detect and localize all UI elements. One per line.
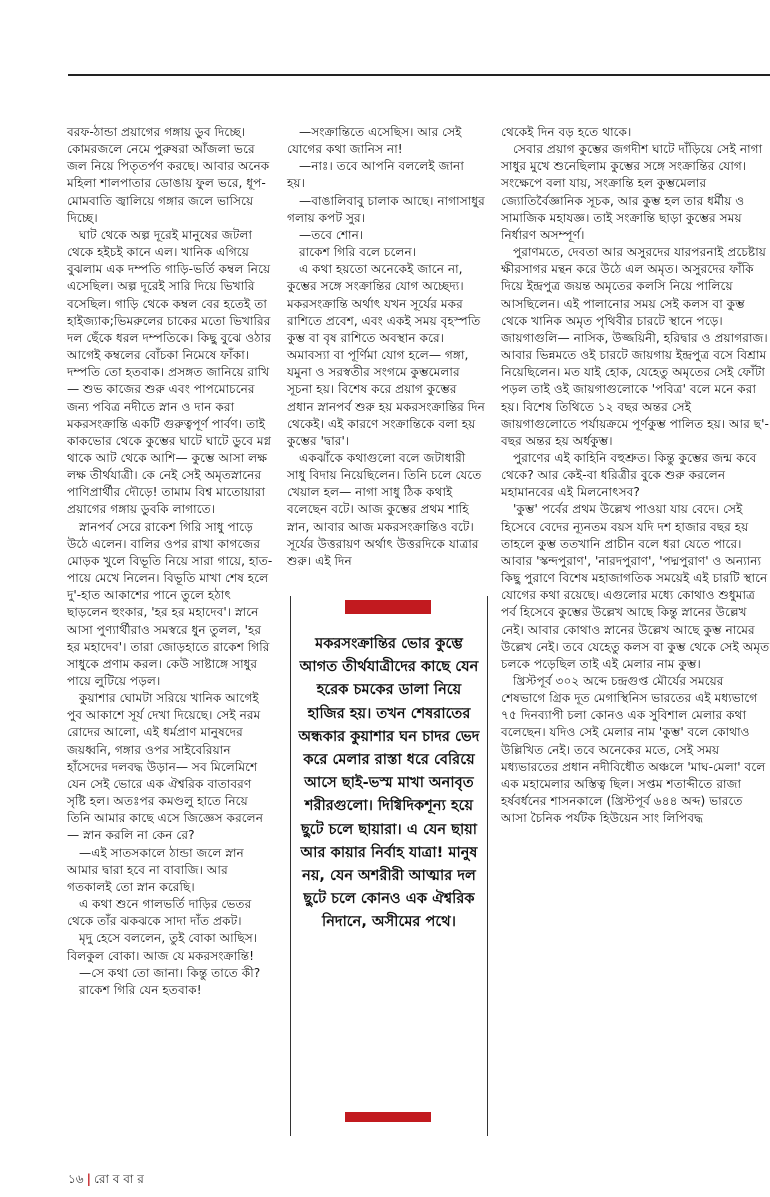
paragraph: —নাঃ। তবে আপনি বললেই জানা হয়।: [287, 159, 464, 191]
paragraph: থেকেই দিন বড় হতে থাকে।: [501, 125, 632, 139]
magazine-name: রো ব বা র: [93, 1172, 144, 1186]
paragraph: —এই সাতসকালে ঠান্ডা জলে স্নান আমার দ্বারা হবে না বাবাজি। আর গতকালই তো স্নান করেছি।: [67, 845, 244, 894]
paragraph: স্নানপর্ব সেরে রাকেশ গিরি সাধু পাড়ে উঠে এলেন। বালির ওপর রাখা কাগজের মোড়ক খুলে বিভূতি নিয়ে সারা গায়ে, হাত-পায়ে মেখে নিলেন। বিভূতি মাখা শেষ হলে দু'-হাত আকাশের পানে তুলে হঠাৎ ছাড়লেন হুংকার, 'হর হর মহাদেব'। স্নানে আসা পুণ্যার্থীরাও সমস্বরে ধুন তুলল, 'হর হর মহাদেব'। তারা জোড়হাতে রাকেশ গিরি সাধুকে প্রণাম করল। কেউ সাষ্টাঙ্গে সাধুর পায়ে লুটিয়ে পড়ল।: [67, 519, 273, 688]
paragraph: খ্রিস্টপূর্ব ৩০২ অব্দে চন্দ্রগুপ্ত মৌর্যের সময়ের শেষভাগে গ্রিক দূত মেগাস্থিনিস ভারতের এই মধ্যভাগে ৭৫ দিনব্যাপী চলা কোনও এক সুবিশাল মেলার কথা বলেছেন। যদিও সেই মেলার নাম 'কুম্ভ' বলে কোথাও উল্লিখিত নেই। তবে অনেকের মতে, সেই সময় মধ্যভারতের প্রধান নদীবিধৌত অঞ্চলে 'মাঘ-মেলা' বলে এক মহামেলার অস্তিত্ব ছিল। সপ্তম শতাব্দীতে রাজা হর্ষবর্ধনের শাসনকালে (খ্রিস্টপূর্ব ৬৪৪ অব্দ) ভারতে আসা চৈনিক পর্যটক হিউয়েন সাং লিপিবদ্ধ: [501, 674, 766, 826]
pullquote-accent-bar-bottom: [345, 1112, 431, 1122]
paragraph: এ কথা শুনে গালভর্তি দাড়ির ভেতর থেকে তাঁর ঝকঝকে সাদা দাঁত প্রকট।: [67, 897, 252, 929]
paragraph: কুয়াশার ঘোমটা সরিয়ে খানিক আগেই পুব আকাশে সূর্য দেখা দিয়েছে। সেই নরম রোদের আলো, এই ধর্মপ্রাণ মানুষদের জয়ধ্বনি, গঙ্গার ওপর সাইবেরিয়ান হাঁসেদের দলবদ্ধ উড়ান— সব মিলেমিশে যেন সেই ভোরে এক ঐশ্বরিক বাতাবরণ সৃষ্টি হল। অতঃপর কমণ্ডলু হাতে নিয়ে তিনি আমার কাছে এসে জিজ্ঞেস করলেন— স্নান করলি না কেন রে?: [67, 691, 264, 843]
paragraph: সেবার প্রয়াগ কুম্ভের জগদীশ ঘাটে দাঁড়িয়ে সেই নাগা সাধুর মুখে শুনেছিলাম কুম্ভের সঙ্গে সংক্রান্তির যোগ। সংক্ষেপে বলা যায়, সংক্রান্তি হল কুম্ভমেলার জ্যোতির্বৈজ্ঞানিক সূচক, আর কুম্ভ হল তার ধর্মীয় ও সামাজিক মহাযজ্ঞ। তাই সংক্রান্তি ছাড়া কুম্ভের সময় নির্ধারণ অসম্পূর্ণ।: [501, 142, 763, 242]
page-number: ১৬: [68, 1172, 84, 1186]
pullquote-right-rule: [487, 596, 488, 1136]
pullquote-left-rule: [290, 596, 291, 1136]
paragraph: একঝাঁকে কথাগুলো বলে জটাধারী সাধু বিদায় নিয়েছিলেন। তিনি চলে যেতে খেয়াল হল— নাগা সাধু ঠিক কথাই বলেছেন বটে। আজ কুম্ভের প্রথম শাহি স্নান, আবার আজ মকরসংক্রান্তিও বটে। সূর্যের উত্তরায়ণ অর্থাৎ উত্তরদিকে যাত্রার শুরু। এই দিন: [287, 450, 482, 568]
paragraph: বরফ-ঠান্ডা প্রয়াগের গঙ্গায় ডুব দিচ্ছে। কোমরজলে নেমে পুরুষরা আঁজলা ভরে জল নিয়ে পিতৃতর্পণ করছে। আবার অনেক মহিলা শালপাতার ডোঙায় ফুল ভরে, ধূপ-মোমবাতি জ্বালিয়ে গঙ্গার জলে ভাসিয়ে দিচ্ছে।: [67, 125, 270, 225]
paragraph: —তবে শোন।: [299, 227, 364, 242]
article-column-2: [287, 124, 485, 570]
article-column-3: [501, 124, 770, 827]
pullquote: মকরসংক্রান্তির ভোর কুম্ভে আগত তীর্থযাত্রীদের কাছে যেন হরেক চমকের ডালা নিয়ে হাজির হয়। তখন শেষরাতের অন্ধকার কুয়াশার ঘন চাদর ভেদ করে মেলার রাস্তা ধরে বেরিয়ে আসে ছাই-ভস্ম মাখা অনাবৃত শরীরগুলো। দিগ্বিদিকশূন্য হয়ে ছুটে চলে ছায়ারা। এ যেন ছায়া আর কায়ার নির্বাহ যাত্রা! মানুষ নয়, যেন অশরীরী আত্মার দল ছুটে চলে কোনও এক ঐশ্বরিক নিদানে, অসীমের পথে।: [298, 635, 480, 931]
paragraph: রাকেশ গিরি যেন হতবাক!: [79, 982, 202, 997]
top-rule: [68, 74, 770, 76]
footer-separator: |: [86, 1172, 91, 1186]
paragraph: —সে কথা তো জানা। কিন্তু তাতে কী?: [79, 965, 261, 980]
paragraph: পুরাণমতে, দেবতা আর অসুরদের যারপরনাই প্রচেষ্টায় ক্ষীরসাগর মন্থন করে উঠে এল অমৃত। অসুরদের ফাঁকি দিয়ে ইন্দ্রপুত্র জয়ন্ত অমৃতের কলসি নিয়ে পালিয়ে আসছিলেন। এই পালানোর সময় সেই কলস বা কুম্ভ থেকে খানিক অমৃত পৃথিবীর চারটে স্থানে পড়ে। জায়গাগুলি— নাসিক, উজ্জয়িনী, হরিদ্বার ও প্রয়াগরাজ। আবার ভিন্নমতে ওই চারটে জায়গায় ইন্দ্রপুত্র বসে বিশ্রাম নিয়েছিলেন। মত যাই হোক, যেহেতু অমৃতের সেই ফোঁটা পড়ল তাই ওই জায়গাগুলোকে 'পবিত্র' বলে মনে করা হয়। বিশেষ তিথিতে ১২ বছর অন্তর সেই জায়গাগুলোতে পর্যায়ক্রমে পূর্ণকুম্ভ পালিত হয়। আর ছ'-বছর অন্তর হয় অর্ধকুম্ভ।: [501, 245, 769, 448]
paragraph: মৃদু হেসে বললেন, তুই বোকা আছিস। বিলকুল বোকা। আজ যে মকরসংক্রান্তি!: [67, 931, 258, 963]
paragraph: —বাঙালিবাবু চালাক আছে। নাগাসাধুর গলায় কপট সুর।: [287, 193, 485, 225]
paragraph: ঘাট থেকে অল্প দূরেই মানুষের জটলা থেকে হইচই কানে এল। খানিক এগিয়ে বুঝলাম এক দম্পতি গাড়ি-ভর্তি কম্বল নিয়ে এসেছিল। অল্প দূরেই সারি দিয়ে ভিখারি বসেছিল। গাড়ি থেকে কম্বল বের হতেই তা হাইজ্যাক;ভিমরুলের চাকের মতো ভিখারির দল ছেঁকে ধরল দম্পতিকে। কিছু বুঝে ওঠার আগেই কম্বলের বোঁচকা নিমেষে ফাঁকা। দম্পতি তো হতবাক। প্রসঙ্গত জানিয়ে রাখি— শুভ কাজের শুরু এবং পাপমোচনের জন্য পবিত্র নদীতে স্নান ও দান করা মকরসংক্রান্তি একটি গুরুত্বপূর্ণ পার্বণ। তাই কাকভোর থেকে কুম্ভের ঘাটে ঘাটে ডুবে মগ্ন থাকে আট থেকে আশি— কুম্ভে আসা লক্ষ লক্ষ তীর্থযাত্রী। কে নেই সেই অমৃতস্নানের পাণিপ্রার্থীর দৌড়ে! তামাম বিশ্ব মাতোয়ারা প্রয়াগের গঙ্গায় ডুবকি লাগাতে।: [67, 227, 272, 517]
article-column-1: [67, 124, 273, 999]
paragraph: 'কুম্ভ' পর্বের প্রথম উল্লেখ পাওয়া যায় বেদে। সেই হিসেবে বেদের ন্যূনতম বয়স যদি দশ হাজার বছর হয় তাহলে কুম্ভ ততখানি প্রাচীন বলে ধরা যেতে পারে। আবার 'স্কন্দপুরাণ', 'নারদপুরাণ', 'পদ্মপুরাণ' ও অন্যান্য কিছু পুরাণে বিশেষ মহাজাগতিক সময়েই এই চারটি স্থানে যোগের কথা রয়েছে। এগুলোর মধ্যে কোথাও শুধুমাত্র পর্ব হিসেবে কুম্ভের উল্লেখ আছে কিন্তু স্নানের উল্লেখ নেই। আবার কোথাও স্নানের উল্লেখ আছে কুম্ভ নামের উল্লেখ নেই। তবে যেহেতু কলস বা কুম্ভ থেকে সেই অমৃত চলকে পড়েছিল তাই এই মেলার নাম কুম্ভ।: [501, 502, 770, 671]
page-footer: [68, 1171, 144, 1191]
pullquote-accent-bar: [345, 600, 431, 614]
paragraph: এ কথা হয়তো অনেকেই জানে না, কুম্ভের সঙ্গে সংক্রান্তির যোগ অচ্ছেদ্য। মকরসংক্রান্তি অর্থাৎ যখন সূর্যের মকর রাশিতে প্রবেশ, এবং একই সময় বৃহস্পতি কুম্ভ বা বৃষ রাশিতে অবস্থান করে। অমাবস্যা বা পূর্ণিমা যোগ হলে— গঙ্গা, যমুনা ও সরস্বতীর সংগমে কুম্ভমেলার সূচনা হয়। বিশেষ করে প্রয়াগ কুম্ভের প্রধান স্নানপর্ব শুরু হয় মকরসংক্রান্তির দিন থেকেই। এই কারণে সংক্রান্তিকে বলা হয় কুম্ভের 'দ্বার'।: [287, 262, 485, 448]
paragraph: রাকেশ গিরি বলে চলেন।: [299, 245, 417, 260]
paragraph: —সংক্রান্তিতে এসেছিস। আর সেই যোগের কথা জানিস না!: [287, 125, 462, 157]
paragraph: পুরাণের এই কাহিনি বহুশ্রুত। কিন্তু কুম্ভের জন্ম কবে থেকে? আর কেই-বা ধরিত্রীর বুকে শুরু করলেন মহামানবের এই মিলনোৎসব?: [501, 450, 757, 500]
